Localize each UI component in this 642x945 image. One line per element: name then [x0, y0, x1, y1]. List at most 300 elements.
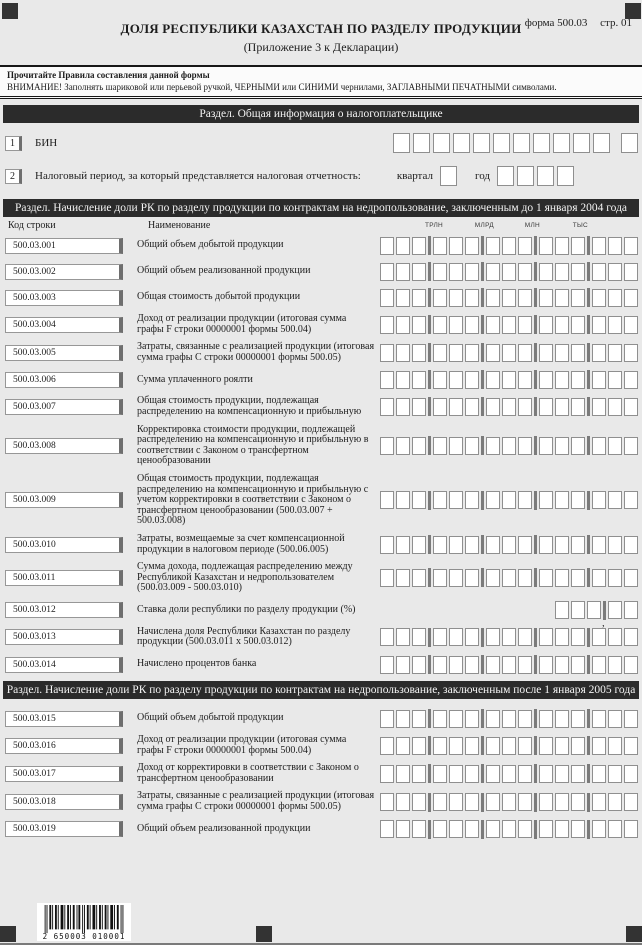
digit-cell[interactable]: [518, 316, 532, 334]
digit-cell[interactable]: [518, 344, 532, 362]
digit-cell[interactable]: [465, 820, 479, 838]
digit-cell[interactable]: [555, 263, 569, 281]
digit-cell[interactable]: [502, 371, 516, 389]
digit-cell[interactable]: [433, 344, 447, 362]
digit-cell[interactable]: [433, 656, 447, 674]
digit-cell[interactable]: [380, 289, 394, 307]
digit-cell[interactable]: [555, 536, 569, 554]
digit-cell[interactable]: [396, 765, 410, 783]
digit-cell[interactable]: [486, 536, 500, 554]
digit-cell[interactable]: [486, 289, 500, 307]
digit-cell[interactable]: [433, 289, 447, 307]
digit-cell[interactable]: [518, 656, 532, 674]
digit-cell[interactable]: [624, 437, 638, 455]
digit-cell[interactable]: [502, 820, 516, 838]
digit-cell[interactable]: [518, 628, 532, 646]
digit-cell[interactable]: [433, 263, 447, 281]
digit-cell[interactable]: [624, 656, 638, 674]
digit-cell[interactable]: [592, 710, 606, 728]
digit-cell[interactable]: [433, 316, 447, 334]
digit-cell[interactable]: [592, 263, 606, 281]
digit-cell[interactable]: [449, 437, 463, 455]
digit-cell[interactable]: [465, 491, 479, 509]
digit-cell[interactable]: [380, 316, 394, 334]
digit-cell[interactable]: [555, 316, 569, 334]
digit-cell[interactable]: [380, 437, 394, 455]
digit-cell[interactable]: [493, 133, 510, 153]
digit-cell[interactable]: [608, 536, 622, 554]
digit-cell[interactable]: [465, 398, 479, 416]
digit-cell[interactable]: [380, 710, 394, 728]
digit-cell[interactable]: [433, 737, 447, 755]
digit-cell[interactable]: [555, 628, 569, 646]
digit-cell[interactable]: [486, 820, 500, 838]
digit-cell[interactable]: [624, 289, 638, 307]
digit-cell[interactable]: [396, 316, 410, 334]
form-row: [5, 288, 638, 307]
digit-cell[interactable]: [518, 536, 532, 554]
row-label: Общая стоимость продукции, подлежащая распределению на компенсационную и прибыльную с учетом корректировки в соответствии с Законом о трансфертном ценообразовании (500.03.007 + 500.03.008): [137, 472, 369, 527]
digit-cell[interactable]: [502, 656, 516, 674]
digit-cell[interactable]: [465, 263, 479, 281]
digit-cell[interactable]: [412, 437, 426, 455]
digit-cell[interactable]: [571, 820, 585, 838]
digit-cell[interactable]: [412, 237, 426, 255]
digit-cell[interactable]: [624, 263, 638, 281]
digit-cell[interactable]: [486, 491, 500, 509]
digit-cell[interactable]: [465, 289, 479, 307]
digit-cell[interactable]: [571, 344, 585, 362]
digit-cell[interactable]: [624, 569, 638, 587]
digit-cell[interactable]: [449, 263, 463, 281]
digit-cell[interactable]: [449, 765, 463, 783]
digit-cell[interactable]: [396, 491, 410, 509]
digit-cell[interactable]: [539, 536, 553, 554]
digit-cell[interactable]: [608, 656, 622, 674]
digit-cell[interactable]: [502, 765, 516, 783]
digit-cell[interactable]: [502, 710, 516, 728]
digit-cell[interactable]: [486, 793, 500, 811]
digit-cell[interactable]: [433, 437, 447, 455]
digit-cell[interactable]: [502, 437, 516, 455]
digit-cell[interactable]: [413, 133, 430, 153]
digit-cell[interactable]: [518, 263, 532, 281]
digit-cell[interactable]: [502, 237, 516, 255]
digit-cell[interactable]: [502, 793, 516, 811]
digit-cell[interactable]: [571, 710, 585, 728]
digit-cell[interactable]: [518, 569, 532, 587]
digit-cell[interactable]: [465, 628, 479, 646]
digit-cell[interactable]: [539, 628, 553, 646]
digit-cell[interactable]: [502, 263, 516, 281]
digit-cell[interactable]: [380, 237, 394, 255]
digit-cell[interactable]: [518, 793, 532, 811]
digit-cell[interactable]: [486, 237, 500, 255]
digit-cell[interactable]: [539, 820, 553, 838]
digit-cell[interactable]: [624, 371, 638, 389]
digit-cell[interactable]: [412, 344, 426, 362]
digit-cell[interactable]: [571, 765, 585, 783]
digit-cell[interactable]: [624, 398, 638, 416]
digit-cell[interactable]: [396, 628, 410, 646]
digit-cell[interactable]: [449, 289, 463, 307]
digit-cell[interactable]: [624, 628, 638, 646]
digit-cell[interactable]: [502, 737, 516, 755]
digit-cell[interactable]: [465, 710, 479, 728]
digit-cell[interactable]: [624, 765, 638, 783]
digit-cell[interactable]: [624, 491, 638, 509]
digit-cell[interactable]: [449, 316, 463, 334]
digit-cell[interactable]: [592, 737, 606, 755]
digit-cell[interactable]: [380, 536, 394, 554]
digit-cell[interactable]: [393, 133, 410, 153]
digit-cell[interactable]: [465, 371, 479, 389]
amount-field: [555, 601, 638, 620]
digit-cell[interactable]: [380, 569, 394, 587]
digit-cell[interactable]: [433, 628, 447, 646]
digit-cell[interactable]: [380, 491, 394, 509]
digit-cell[interactable]: [624, 601, 638, 619]
digit-cell[interactable]: [412, 289, 426, 307]
digit-cell[interactable]: [380, 628, 394, 646]
digit-cell[interactable]: [518, 237, 532, 255]
digit-cell[interactable]: [465, 316, 479, 334]
digit-cell[interactable]: [433, 569, 447, 587]
digit-cell[interactable]: [465, 656, 479, 674]
digit-cell[interactable]: [593, 133, 610, 153]
digit-cell[interactable]: [396, 263, 410, 281]
digit-cell[interactable]: [537, 166, 554, 186]
digit-cell[interactable]: [486, 656, 500, 674]
digit-cell[interactable]: [396, 536, 410, 554]
digit-cell[interactable]: [412, 491, 426, 509]
digit-cell[interactable]: [608, 371, 622, 389]
digit-cell[interactable]: [539, 316, 553, 334]
digit-cell[interactable]: [518, 737, 532, 755]
digit-cell[interactable]: [380, 344, 394, 362]
digit-cell[interactable]: [518, 820, 532, 838]
digit-cell[interactable]: [592, 237, 606, 255]
digit-cell[interactable]: [502, 536, 516, 554]
digit-group-separator: [534, 315, 537, 334]
digit-cell[interactable]: [555, 820, 569, 838]
digit-cell[interactable]: [608, 316, 622, 334]
digit-cell[interactable]: [592, 316, 606, 334]
digit-cell[interactable]: [465, 569, 479, 587]
digit-cell[interactable]: [555, 237, 569, 255]
digit-cell[interactable]: [486, 398, 500, 416]
digit-cell[interactable]: [449, 710, 463, 728]
digit-cell[interactable]: [555, 398, 569, 416]
digit-cell[interactable]: [486, 765, 500, 783]
digit-cell[interactable]: [571, 316, 585, 334]
digit-cell[interactable]: [555, 710, 569, 728]
digit-cell[interactable]: [539, 437, 553, 455]
digit-cell[interactable]: [433, 133, 450, 153]
digit-cell[interactable]: [555, 569, 569, 587]
digit-cell[interactable]: [396, 656, 410, 674]
digit-cell[interactable]: [502, 491, 516, 509]
digit-cell[interactable]: [592, 765, 606, 783]
digit-cell[interactable]: [571, 601, 585, 619]
digit-cell[interactable]: [608, 398, 622, 416]
digit-cell[interactable]: [433, 793, 447, 811]
digit-cell[interactable]: [502, 316, 516, 334]
digit-cell[interactable]: [465, 437, 479, 455]
digit-cell[interactable]: [518, 289, 532, 307]
digit-cell[interactable]: [433, 820, 447, 838]
digit-cell[interactable]: [465, 793, 479, 811]
digit-cell[interactable]: [465, 737, 479, 755]
digit-cell[interactable]: [497, 166, 514, 186]
digit-cell[interactable]: [449, 737, 463, 755]
digit-cell[interactable]: [380, 371, 394, 389]
digit-cell[interactable]: [624, 820, 638, 838]
digit-cell[interactable]: [624, 316, 638, 334]
digit-cell[interactable]: [486, 344, 500, 362]
digit-cell[interactable]: [539, 737, 553, 755]
digit-group-separator: [428, 709, 431, 728]
digit-cell[interactable]: [624, 793, 638, 811]
digit-cell[interactable]: [608, 628, 622, 646]
digit-cell[interactable]: [412, 316, 426, 334]
digit-cell[interactable]: [608, 237, 622, 255]
digit-cell[interactable]: [412, 710, 426, 728]
digit-cell[interactable]: [412, 765, 426, 783]
digit-cell[interactable]: [412, 263, 426, 281]
digit-cell[interactable]: [440, 166, 457, 186]
digit-cell[interactable]: [539, 344, 553, 362]
digit-cell[interactable]: [518, 371, 532, 389]
digit-cell[interactable]: [608, 289, 622, 307]
digit-cell[interactable]: [592, 344, 606, 362]
digit-cell[interactable]: [396, 437, 410, 455]
digit-cell[interactable]: [465, 765, 479, 783]
digit-cell[interactable]: [396, 371, 410, 389]
digit-cell[interactable]: [502, 569, 516, 587]
digit-cell[interactable]: [518, 437, 532, 455]
digit-cell[interactable]: [412, 793, 426, 811]
digit-cell[interactable]: [412, 569, 426, 587]
digit-cell[interactable]: [539, 710, 553, 728]
digit-cell[interactable]: [571, 737, 585, 755]
digit-cell[interactable]: [608, 820, 622, 838]
digit-cell[interactable]: [608, 491, 622, 509]
digit-cell[interactable]: [449, 344, 463, 362]
digit-cell[interactable]: [486, 371, 500, 389]
digit-cell[interactable]: [412, 628, 426, 646]
digit-cell[interactable]: [396, 820, 410, 838]
digit-cell[interactable]: [571, 398, 585, 416]
digit-cell[interactable]: [592, 820, 606, 838]
digit-cell[interactable]: [449, 656, 463, 674]
digit-cell[interactable]: [555, 371, 569, 389]
digit-cell[interactable]: [571, 628, 585, 646]
digit-cell[interactable]: [571, 289, 585, 307]
digit-cell[interactable]: [571, 656, 585, 674]
digit-cell[interactable]: [449, 237, 463, 255]
digit-cell[interactable]: [571, 491, 585, 509]
digit-cell[interactable]: [396, 344, 410, 362]
digit-cell[interactable]: [518, 398, 532, 416]
digit-cell[interactable]: [380, 820, 394, 838]
digit-cell[interactable]: [517, 166, 534, 186]
digit-cell[interactable]: [621, 133, 638, 153]
digit-cell[interactable]: [449, 536, 463, 554]
digit-cell[interactable]: [486, 628, 500, 646]
digit-cell[interactable]: [587, 601, 601, 619]
digit-cell[interactable]: [539, 289, 553, 307]
digit-cell[interactable]: [539, 765, 553, 783]
digit-cell[interactable]: [518, 765, 532, 783]
digit-cell[interactable]: [592, 491, 606, 509]
digit-cell[interactable]: [608, 601, 622, 619]
row-code: 500.03.013: [5, 629, 123, 645]
digit-cell[interactable]: [396, 237, 410, 255]
digit-cell[interactable]: [592, 793, 606, 811]
digit-cell[interactable]: [380, 398, 394, 416]
digit-cell[interactable]: [465, 536, 479, 554]
digit-cell[interactable]: [412, 398, 426, 416]
digit-cell[interactable]: [571, 536, 585, 554]
digit-cell[interactable]: [412, 371, 426, 389]
digit-cell[interactable]: [624, 237, 638, 255]
digit-cell[interactable]: [555, 737, 569, 755]
digit-cell[interactable]: [555, 765, 569, 783]
digit-cell[interactable]: [571, 263, 585, 281]
digit-cell[interactable]: [396, 710, 410, 728]
digit-cell[interactable]: [555, 656, 569, 674]
digit-cell[interactable]: [412, 820, 426, 838]
digit-cell[interactable]: [449, 491, 463, 509]
digit-cell[interactable]: [555, 437, 569, 455]
digit-cell[interactable]: [592, 371, 606, 389]
digit-cell[interactable]: [449, 398, 463, 416]
digit-cell[interactable]: [380, 765, 394, 783]
digit-cell[interactable]: [592, 437, 606, 455]
digit-cell[interactable]: [465, 237, 479, 255]
digit-cell[interactable]: [539, 491, 553, 509]
digit-cell[interactable]: [486, 263, 500, 281]
digit-cell[interactable]: [624, 344, 638, 362]
digit-cell[interactable]: [396, 569, 410, 587]
digit-cell[interactable]: [592, 398, 606, 416]
digit-cell[interactable]: [380, 737, 394, 755]
digit-cell[interactable]: [608, 793, 622, 811]
digit-cell[interactable]: [571, 437, 585, 455]
digit-cell[interactable]: [592, 289, 606, 307]
digit-cell[interactable]: [433, 491, 447, 509]
digit-cell[interactable]: [555, 344, 569, 362]
digit-cell[interactable]: [539, 656, 553, 674]
digit-cell[interactable]: [624, 710, 638, 728]
digit-cell[interactable]: [571, 793, 585, 811]
digit-cell[interactable]: [555, 601, 569, 619]
digit-cell[interactable]: [433, 398, 447, 416]
digit-cell[interactable]: [513, 133, 530, 153]
digit-cell[interactable]: [486, 437, 500, 455]
digit-cell[interactable]: [608, 737, 622, 755]
digit-cell[interactable]: [608, 263, 622, 281]
digit-cell[interactable]: [539, 569, 553, 587]
digit-cell[interactable]: [412, 656, 426, 674]
digit-cell[interactable]: [555, 289, 569, 307]
digit-cell[interactable]: [592, 569, 606, 587]
digit-cell[interactable]: [465, 344, 479, 362]
digit-cell[interactable]: [486, 737, 500, 755]
digit-cell[interactable]: [608, 765, 622, 783]
digit-cell[interactable]: [433, 765, 447, 783]
digit-cell[interactable]: [502, 398, 516, 416]
digit-cell[interactable]: [396, 289, 410, 307]
digit-cell[interactable]: [453, 133, 470, 153]
digit-cell[interactable]: [539, 793, 553, 811]
digit-cell[interactable]: [571, 237, 585, 255]
digit-cell[interactable]: [396, 737, 410, 755]
digit-group-separator: [587, 315, 590, 334]
digit-cell[interactable]: [473, 133, 490, 153]
digit-cell[interactable]: [449, 793, 463, 811]
digit-cell[interactable]: [624, 536, 638, 554]
digit-cell[interactable]: [433, 536, 447, 554]
digit-cell[interactable]: [380, 263, 394, 281]
digit-cell[interactable]: [592, 628, 606, 646]
digit-cell[interactable]: [539, 237, 553, 255]
digit-cell[interactable]: [592, 656, 606, 674]
digit-cell[interactable]: [539, 398, 553, 416]
digit-cell[interactable]: [449, 820, 463, 838]
digit-cell[interactable]: [486, 316, 500, 334]
digit-cell[interactable]: [555, 793, 569, 811]
digit-cell[interactable]: [449, 628, 463, 646]
digit-cell[interactable]: [573, 133, 590, 153]
digit-cell[interactable]: [433, 237, 447, 255]
digit-cell[interactable]: [592, 536, 606, 554]
digit-cell[interactable]: [449, 569, 463, 587]
amount-field: [380, 397, 638, 416]
digit-cell[interactable]: [380, 793, 394, 811]
digit-cell[interactable]: [555, 491, 569, 509]
digit-cell[interactable]: [518, 710, 532, 728]
digit-cell[interactable]: [539, 263, 553, 281]
digit-cell[interactable]: [608, 437, 622, 455]
digit-cell[interactable]: [608, 344, 622, 362]
digit-cell[interactable]: [449, 371, 463, 389]
digit-cell[interactable]: [502, 289, 516, 307]
digit-cell[interactable]: [380, 656, 394, 674]
digit-cell[interactable]: [624, 737, 638, 755]
digit-cell[interactable]: [553, 133, 570, 153]
digit-cell[interactable]: [433, 371, 447, 389]
digit-cell[interactable]: [396, 793, 410, 811]
digit-cell[interactable]: [539, 371, 553, 389]
digit-cell[interactable]: [486, 569, 500, 587]
digit-cell[interactable]: [412, 536, 426, 554]
digit-cell[interactable]: [486, 710, 500, 728]
digit-cell[interactable]: [518, 491, 532, 509]
digit-cell[interactable]: [433, 710, 447, 728]
digit-cell[interactable]: [396, 398, 410, 416]
digit-cell[interactable]: [571, 371, 585, 389]
digit-cell[interactable]: [557, 166, 574, 186]
digit-cell[interactable]: [502, 344, 516, 362]
digit-cell[interactable]: [608, 710, 622, 728]
digit-cell[interactable]: [533, 133, 550, 153]
digit-cell[interactable]: [412, 737, 426, 755]
digit-cell[interactable]: [571, 569, 585, 587]
digit-cell[interactable]: [608, 569, 622, 587]
digit-cell[interactable]: [502, 628, 516, 646]
